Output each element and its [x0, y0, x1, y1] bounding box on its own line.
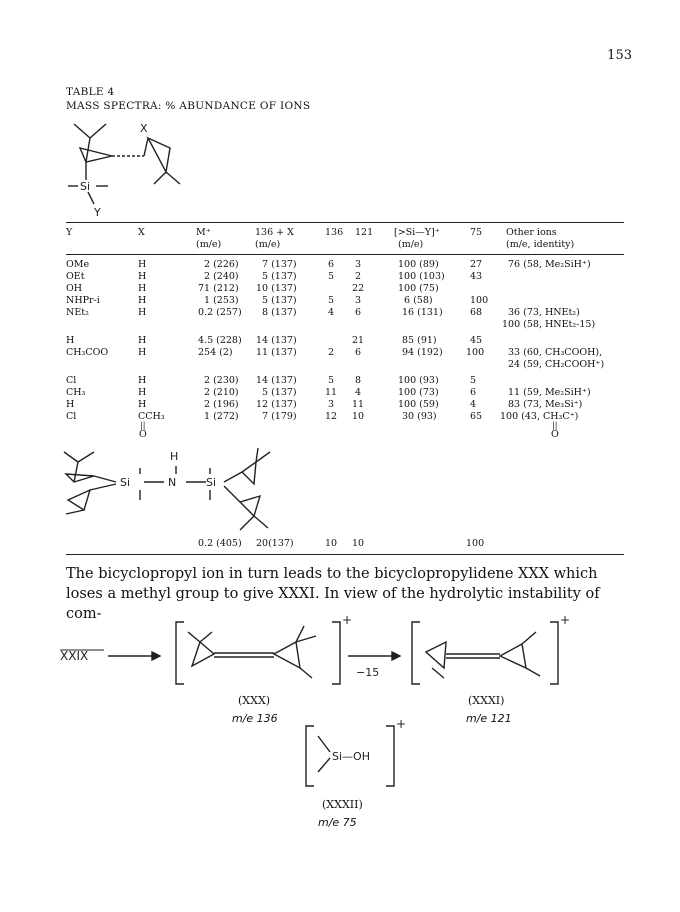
cell-136: 5 — [328, 295, 335, 306]
cell-136x: 14 (137) — [256, 335, 297, 346]
cell-75: 100 — [470, 295, 489, 306]
hdr-136x-sub: (m/e) — [255, 239, 281, 250]
cell-121: 21 — [352, 335, 365, 346]
cell-136: 3 — [328, 399, 335, 410]
cell-121: 2 — [355, 271, 362, 282]
cell-m: 2 (196) — [204, 399, 239, 410]
cell-136x: 7 (137) — [262, 259, 297, 270]
cell-121: 6 — [355, 307, 362, 318]
cell-y: OMe — [66, 259, 90, 270]
cell-m: 0.2 (257) — [198, 307, 242, 318]
cell-other: 33 (60, CH₃COOH), — [508, 347, 603, 358]
scheme-plus-2: + — [560, 613, 571, 627]
hdr-y: Y — [66, 227, 73, 238]
cell-x: H — [138, 259, 147, 270]
last-row-75: 100 — [466, 538, 485, 549]
cell-75: 100 — [466, 347, 485, 358]
cell-x: H — [138, 271, 147, 282]
cell-m: 2 (240) — [204, 271, 239, 282]
cell-m: 2 (226) — [204, 259, 239, 270]
struct-y-label: Y — [94, 206, 101, 219]
last-row-121: 10 — [352, 538, 365, 549]
cell-y: CH₃COO — [66, 347, 109, 358]
cell-other: 76 (58, Me₂SiH⁺) — [508, 259, 591, 270]
cell-x: H — [138, 335, 147, 346]
cell-136: 12 — [325, 411, 338, 422]
cell-x: H — [138, 295, 147, 306]
cell-y: OH — [66, 283, 83, 294]
cell-siy: 30 (93) — [402, 411, 437, 422]
table-label: TABLE 4 — [66, 86, 115, 98]
table-top-rule — [66, 222, 624, 223]
cell-75: 6 — [470, 387, 477, 398]
cell-m: 2 (230) — [204, 375, 239, 386]
cell-136x: 5 (137) — [262, 295, 297, 306]
cell-other: 11 (59, Me₂SiH⁺) — [508, 387, 591, 398]
cell-121: 11 — [352, 399, 365, 410]
cell-other-cont: 24 (59, CH₂COOH⁺) — [508, 359, 605, 370]
last-row-136: 10 — [325, 538, 338, 549]
structure-disilazane — [60, 444, 280, 536]
cell-siy: 100 (59) — [398, 399, 439, 410]
cell-136x: 10 (137) — [256, 283, 297, 294]
label-xxxii: (XXXII) — [322, 798, 363, 811]
cell-m: 2 (210) — [204, 387, 239, 398]
carbonyl-o: O — [551, 429, 559, 440]
table-header-rule — [66, 254, 624, 255]
cell-m: 1 (253) — [204, 295, 239, 306]
cell-75: 27 — [470, 259, 483, 270]
cell-136x: 7 (179) — [262, 411, 297, 422]
cell-121: 6 — [355, 347, 362, 358]
cell-m: 254 (2) — [198, 347, 233, 358]
cell-136x: 12 (137) — [256, 399, 297, 410]
carbonyl-bond: || — [140, 421, 146, 430]
hdr-siy: [>Si—Y]⁺ — [394, 227, 440, 238]
cell-x: H — [138, 375, 147, 386]
struct-si-label: Si — [80, 180, 91, 193]
label-xxx: (XXX) — [238, 694, 271, 707]
cell-75: 45 — [470, 335, 483, 346]
struct-n-label: N — [168, 476, 177, 489]
cell-siy: 100 (89) — [398, 259, 439, 270]
cell-y: CH₃ — [66, 387, 86, 398]
cell-136: 5 — [328, 271, 335, 282]
cell-136: 2 — [328, 347, 335, 358]
scheme-plus-3: + — [396, 717, 407, 731]
cell-121: 3 — [355, 259, 362, 270]
body-paragraph: The bicyclopropyl ion in turn leads to the bicyclopropylidene XXX which loses a methyl group to give XXXI. In view of the hydrolytic instability of com- — [66, 566, 600, 622]
cell-other: 36 (73, HNEt₂) — [508, 307, 580, 318]
table-bottom-rule — [66, 554, 624, 555]
hdr-m: M⁺ — [196, 227, 211, 238]
table-title: MASS SPECTRA: % ABUNDANCE OF IONS — [66, 100, 311, 112]
cell-y: H — [66, 399, 75, 410]
cell-x: CCH₃ — [138, 411, 165, 422]
scheme-start: XXIX — [60, 649, 89, 663]
cell-m: 71 (212) — [198, 283, 239, 294]
cell-121: 4 — [355, 387, 362, 398]
cell-136x: 5 (137) — [262, 387, 297, 398]
cell-x: H — [138, 399, 147, 410]
cell-y: Cl — [66, 411, 77, 422]
cell-siy: 16 (131) — [402, 307, 443, 318]
label-xxxii-me: m/e 75 — [318, 816, 357, 829]
cell-siy: 94 (192) — [402, 347, 443, 358]
cell-x: H — [138, 387, 147, 398]
cell-136x: 8 (137) — [262, 307, 297, 318]
scheme-loss: −15 — [356, 666, 380, 679]
label-xxxi: (XXXI) — [468, 694, 505, 707]
last-row-m: 0.2 (405) — [198, 538, 242, 549]
cell-136: 5 — [328, 375, 335, 386]
struct-x-label: X — [140, 122, 148, 135]
cell-75: 4 — [470, 399, 477, 410]
cell-other: 100 (43, CH₃C⁺) — [500, 411, 579, 422]
hdr-x: X — [138, 227, 145, 238]
cell-siy: 100 (73) — [398, 387, 439, 398]
cell-121: 8 — [355, 375, 362, 386]
hdr-other-sub: (m/e, identity) — [506, 239, 575, 250]
cell-136: 11 — [325, 387, 338, 398]
scheme-plus-1: + — [342, 613, 353, 627]
cell-121: 10 — [352, 411, 365, 422]
cell-y: NEt₂ — [66, 307, 89, 318]
carbonyl-bond: || — [552, 421, 558, 430]
label-xxx-me: m/e 136 — [232, 712, 278, 725]
cell-siy: 100 (75) — [398, 283, 439, 294]
page-number: 153 — [607, 48, 632, 63]
cell-75: 68 — [470, 307, 483, 318]
cell-75: 5 — [470, 375, 477, 386]
struct-si-right: Si — [206, 476, 217, 489]
hdr-136x: 136 + X — [255, 227, 294, 238]
cell-y: NHPr-i — [66, 295, 100, 306]
cell-siy: 100 (93) — [398, 375, 439, 386]
cell-75: 65 — [470, 411, 483, 422]
hdr-136: 136 — [325, 227, 344, 238]
cell-121: 3 — [355, 295, 362, 306]
cell-136x: 11 (137) — [256, 347, 297, 358]
carbonyl-o: O — [139, 429, 147, 440]
struct-si-left: Si — [120, 476, 131, 489]
hdr-m-sub: (m/e) — [196, 239, 222, 250]
cell-m: 4.5 (228) — [198, 335, 242, 346]
cell-siy: 6 (58) — [404, 295, 433, 306]
cell-136: 4 — [328, 307, 335, 318]
last-row-136x: 20(137) — [256, 538, 294, 549]
hdr-siy-sub: (m/e) — [398, 239, 424, 250]
struct-h-label: H — [170, 450, 179, 463]
label-xxxi-me: m/e 121 — [466, 712, 512, 725]
scheme-si-oh: Si—OH — [332, 750, 370, 763]
cell-other: 83 (73, Me₃Si⁺) — [508, 399, 583, 410]
hdr-other: Other ions — [506, 227, 557, 238]
cell-x: H — [138, 307, 147, 318]
cell-y: Cl — [66, 375, 77, 386]
structure-top — [66, 118, 226, 226]
cell-y: H — [66, 335, 75, 346]
cell-136x: 5 (137) — [262, 271, 297, 282]
cell-siy: 100 (103) — [398, 271, 445, 282]
hdr-75: 75 — [470, 227, 483, 238]
cell-y: OEt — [66, 271, 85, 282]
cell-siy: 85 (91) — [402, 335, 437, 346]
cell-121: 22 — [352, 283, 365, 294]
cell-x: H — [138, 347, 147, 358]
cell-136x: 14 (137) — [256, 375, 297, 386]
cell-75: 43 — [470, 271, 483, 282]
cell-136: 6 — [328, 259, 335, 270]
cell-x: H — [138, 283, 147, 294]
cell-m: 1 (272) — [204, 411, 239, 422]
cell-other-cont: 100 (58, HNEt₂-15) — [502, 319, 596, 330]
hdr-121: 121 — [355, 227, 374, 238]
